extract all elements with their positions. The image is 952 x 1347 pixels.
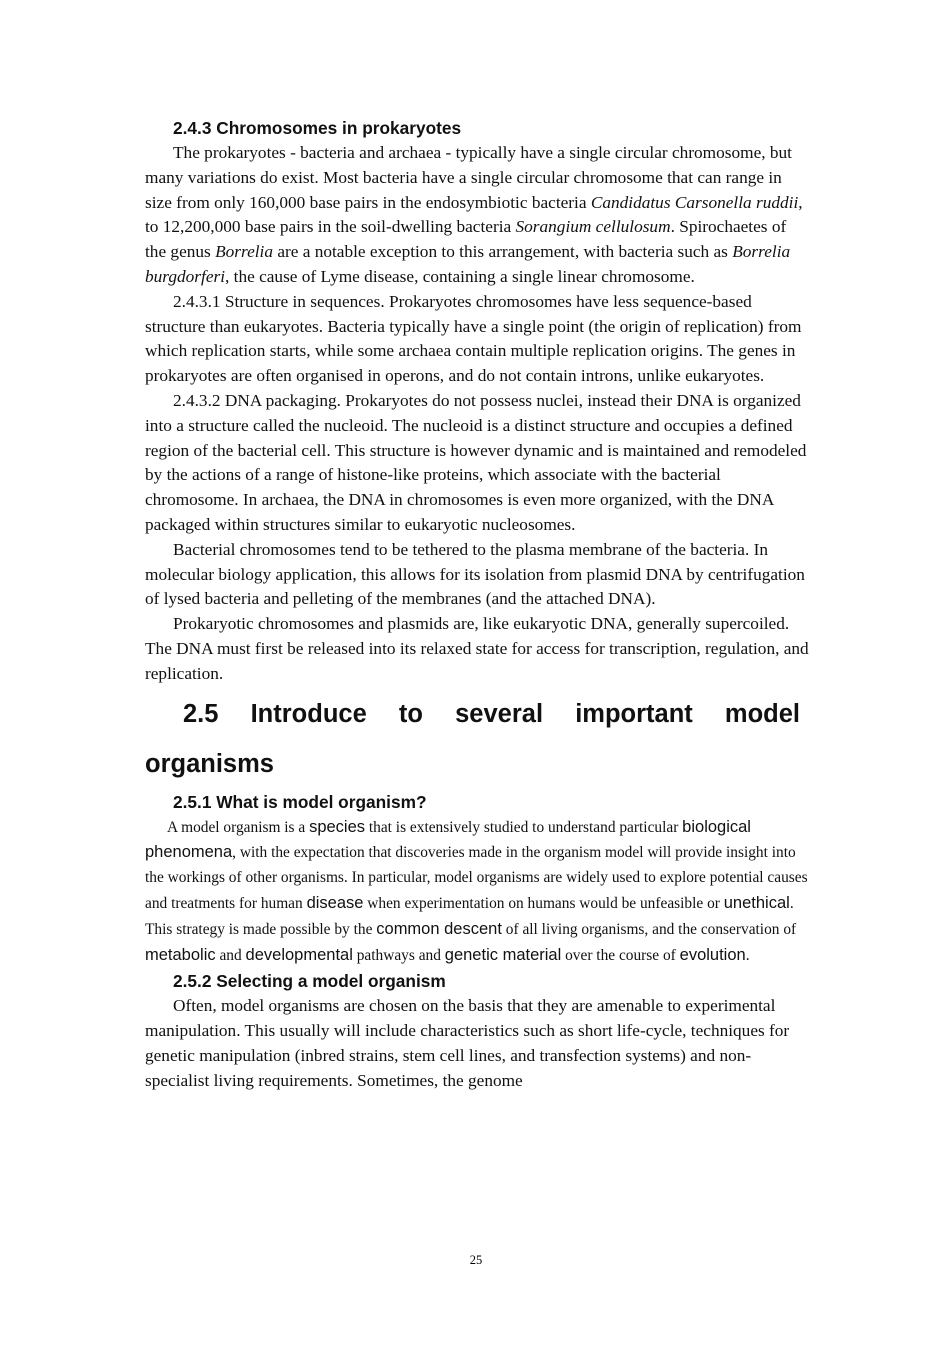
paragraph-prokaryote-chromosomes (145, 141, 810, 290)
heading-line-1 (145, 689, 810, 739)
text-run: and (215, 946, 246, 964)
heading-word: to (398, 699, 423, 728)
heading-word: Introduce (250, 699, 367, 728)
text-run: when experimentation on humans would be unfeasible or (363, 894, 724, 912)
paragraph-supercoiled: Prokaryotic chromosomes and plasmids are, like eukaryotic DNA, generally supercoiled. The DNA must first be released into its relaxed state for access for transcription, regulation, and replication. (145, 614, 809, 683)
text-run: are a notable exception to this arrangement, with bacteria such as (273, 242, 733, 262)
text-run: , to 12,200,000 base pairs in the soil-dwelling bacteria (145, 192, 803, 237)
italic-species-name: Sorangium cellulosum (515, 217, 671, 237)
text-run: that is extensively studied to understand particular (365, 818, 683, 836)
text-run: of all living organisms, and the conservation of (501, 920, 797, 938)
link-term: disease (306, 893, 364, 912)
link-term: species (309, 817, 366, 836)
model-organism-definition (145, 815, 810, 969)
link-term: unethical (723, 893, 790, 912)
heading-number: 2.5 (183, 699, 219, 728)
text-run: . Spirochaetes of the genus (145, 217, 787, 262)
text-run: , the cause of Lyme disease, containing a single linear chromosome. (225, 266, 695, 286)
link-term: genetic material (444, 945, 562, 964)
text-run: . This strategy is made possible by the (145, 894, 794, 938)
paragraph-plasma-membrane: Bacterial chromosomes tend to be tethered to the plasma membrane of the bacteria. In molecular biology application, this allows for its isolation from plasmid DNA by centrifugation of lysed bacteria and pelleting of the membranes (and the attached DNA). (145, 539, 805, 609)
paragraph-model-organism (145, 815, 810, 969)
paragraph-selecting-model-organism: Often, model organisms are chosen on the basis that they are amenable to experimental manipulation. This usually will include characteristics such as short life-cycle, techniques for genetic manipulation (inbred strains, stem cell lines, and transfection systems) and non-specialist living requirements. Sometimes, the genome (145, 996, 790, 1090)
heading-word: several (455, 699, 544, 728)
text-run: pathways and (352, 946, 445, 964)
text-run: The prokaryotes - bacteria and archaea - typically have a single circular chromosome, but many variations do exist. Most bacteria have a single circular chromosome that can range in size from only 160,000 base pairs in the endosymbiotic bacteria (145, 143, 792, 212)
link-term: metabolic (145, 945, 216, 964)
text-run: , with the expectation that discoveries made in the organism model will provide insight into the workings of other organisms. In particular, model organisms are widely used to explore potential causes and treatments for human (145, 844, 808, 912)
page-number: 25 (469, 1253, 483, 1267)
section-heading-2-5 (145, 689, 810, 789)
heading-word: important (575, 699, 693, 728)
text-run: over the course of (561, 946, 680, 964)
heading-word: model (724, 699, 800, 728)
paragraph-structure-in-sequences: 2.4.3.1 Structure in sequences. Prokaryotes chromosomes have less sequence-based structure than eukaryotes. Bacteria typically have a single point (the origin of replication) from which replication starts, while some archaea contain multiple replication origins. The genes in prokaryotes are often organised in operons, and do not contain introns, unlike eukaryotes. (145, 291, 802, 386)
document-page (145, 115, 810, 1094)
italic-species-name: Borrelia burgdorferi (145, 242, 791, 286)
link-term: biological phenomena (145, 817, 751, 862)
section-heading-2-5-1: 2.5.1 What is model organism? (173, 791, 427, 812)
heading-line-2: organisms (145, 749, 274, 778)
text-run: A model organism is a (167, 818, 310, 836)
section-heading-2-4-3: 2.4.3 Chromosomes in prokaryotes (173, 118, 462, 138)
link-term: developmental (245, 945, 353, 964)
text-run: . (745, 946, 750, 964)
paragraph-dna-packaging: 2.4.3.2 DNA packaging. Prokaryotes do not possess nuclei, instead their DNA is organized into a structure called the nucleoid. The nucleoid is a distinct structure and occupies a defined region of the bacterial cell. This structure is however dynamic and is maintained and remodeled by the actions of a range of histone-like proteins, which associate with the bacterial chromosome. In archaea, the DNA in chromosomes is even more organized, with the DNA packaged within structures similar to eukaryotic nucleosomes. (145, 390, 807, 534)
section-heading-2-5-2: 2.5.2 Selecting a model organism (173, 971, 446, 992)
italic-genus-name: Borrelia (215, 242, 273, 262)
link-term: evolution (679, 945, 746, 964)
link-term: common descent (376, 919, 502, 938)
italic-species-name: Candidatus Carsonella ruddii (590, 192, 799, 212)
